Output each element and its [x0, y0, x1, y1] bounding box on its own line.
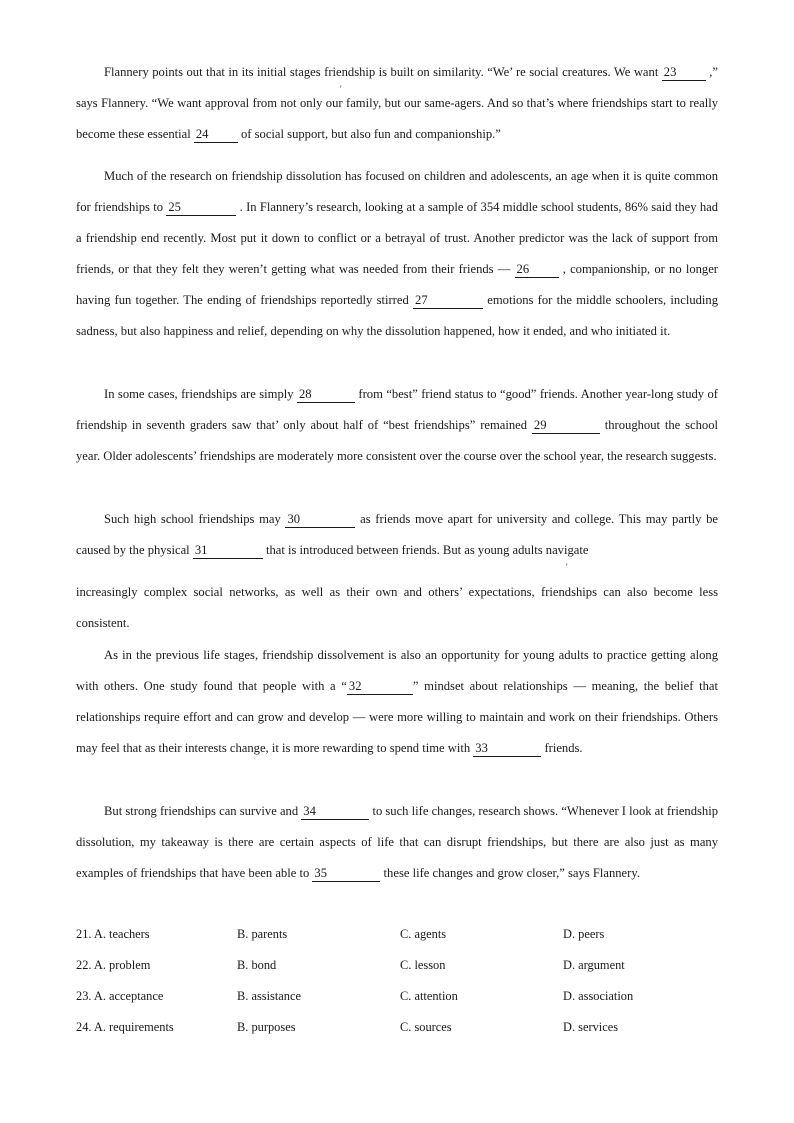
- option-b[interactable]: B. bond: [237, 958, 277, 972]
- option-a[interactable]: 22. A. problem: [76, 958, 151, 972]
- paragraph-1: [76, 57, 718, 150]
- paragraph-text: as young adults navigate: [461, 543, 589, 557]
- paragraph-text: friendship is built on similarity. “We’ re social creatures. We want: [320, 65, 662, 79]
- question-24-options: [76, 1020, 718, 1040]
- option-c[interactable]: C. agents: [400, 927, 447, 941]
- blank-25[interactable]: 25: [166, 199, 236, 216]
- blank-32[interactable]: 32: [347, 678, 413, 695]
- paragraph-text: But strong friendships can survive and: [104, 804, 302, 818]
- blank-23[interactable]: 23: [662, 64, 706, 81]
- stray-mark: ': [566, 562, 568, 572]
- question-23-options: [76, 989, 718, 1009]
- paragraph-text: friends.: [541, 741, 583, 755]
- option-a[interactable]: 21. A. teachers: [76, 927, 150, 941]
- option-a[interactable]: 24. A. requirements: [76, 1020, 174, 1034]
- option-b[interactable]: B. purposes: [237, 1020, 296, 1034]
- paragraph-text: Much of the research on friendship dissolution has focused on children and adolescents, an age when it is quite common for friendships to: [76, 169, 718, 214]
- paragraph-text: of social support, but also fun and companionship.”: [237, 127, 501, 141]
- blank-29[interactable]: 29: [532, 417, 600, 434]
- paragraph-text: , companionship, or no longer having fun together. The ending of friendships reportedly stirred: [76, 262, 718, 307]
- blank-27[interactable]: 27: [413, 292, 483, 309]
- paragraph-text: from “best” friend status to “good” friends. Another year-long study of friendship in seventh graders saw that’ only about half of “best friendships” remained: [76, 387, 719, 432]
- paragraph-text: that is introduced between friends. But: [262, 543, 462, 557]
- blank-33[interactable]: 33: [473, 740, 541, 757]
- option-a[interactable]: 23. A. acceptance: [76, 989, 164, 1003]
- blank-30[interactable]: 30: [285, 511, 355, 528]
- paragraph-text: increasingly complex social networks, as well as their own and others’ expectations, friendships can also become less consistent.: [76, 585, 718, 630]
- blank-31[interactable]: 31: [193, 542, 263, 559]
- blank-24[interactable]: 24: [194, 126, 238, 143]
- option-b[interactable]: B. assistance: [237, 989, 302, 1003]
- blank-26[interactable]: 26: [515, 261, 559, 278]
- blank-28[interactable]: 28: [297, 386, 355, 403]
- paragraph-text: Flannery points out that in its initial stages: [104, 65, 321, 79]
- paragraph-text: ” mindset about relationships — meaning, the belief that relationships require effort and can grow and develop — were more willing to maintain and work on their friendships. Others may feel that as their interests change, it is more rewarding to spend time with: [76, 679, 719, 755]
- paragraph-text: emotions for the middle schoolers, including sadness, but also happiness and relief, depending on why the dissolution happened, how it ended, and who initiated it.: [76, 293, 719, 338]
- option-b[interactable]: B. parents: [237, 927, 288, 941]
- paragraph-2: [76, 161, 718, 347]
- option-d[interactable]: D. association: [563, 989, 634, 1003]
- question-21-options: [76, 927, 718, 947]
- paragraph-4: [76, 504, 718, 566]
- blank-34[interactable]: 34: [301, 803, 369, 820]
- paragraph-5: [76, 640, 718, 764]
- option-d[interactable]: D. peers: [563, 927, 605, 941]
- option-c[interactable]: C. lesson: [400, 958, 446, 972]
- paragraph-6: [76, 796, 718, 889]
- paragraph-text: . In Flannery’s research, looking at a sample of 354 middle school students, 86% said they had a friendship end recently. Most put it down to conflict or a betrayal of trust. Another predictor was the lack of support from friends, or that they felt they weren’t getting what was needed from their friends —: [76, 200, 718, 276]
- paragraph-3: [76, 379, 718, 472]
- paragraph-text: In some cases, friendships are simply: [104, 387, 297, 401]
- paragraph-text: Such high school friendships may: [104, 512, 286, 526]
- option-d[interactable]: D. argument: [563, 958, 625, 972]
- paragraph-text: as friends move apart for university and college. This may partly be caused by the physical: [76, 512, 718, 557]
- paragraph-4-continued: [76, 577, 718, 639]
- option-c[interactable]: C. attention: [400, 989, 458, 1003]
- paragraph-text: these life changes and grow closer,” says Flannery.: [380, 866, 640, 880]
- stray-mark: ': [340, 84, 342, 94]
- paragraph-text: throughout the school year. Older adolescents’ friendships are moderately more consistent over the course over the school year, the research suggests.: [76, 418, 718, 463]
- paragraph-text: As in the previous life stages, friendship dissolvement is also an opportunity for young adults to practice getting along with others. One study found that people with a “: [76, 648, 718, 693]
- question-22-options: [76, 958, 718, 978]
- blank-35[interactable]: 35: [312, 865, 380, 882]
- paragraph-text: to such life changes, research shows. “Whenever I look at friendship dissolution, my takeaway is there are certain aspects of life that can disrupt friendships, but there are also just as many examples of friendships that have been able to: [76, 804, 718, 880]
- paragraph-text: ,” says Flannery. “We want approval from not only our family, but our same-agers. And so that’s where friendships start to really become these essential: [76, 65, 718, 141]
- option-d[interactable]: D. services: [563, 1020, 619, 1034]
- option-c[interactable]: C. sources: [400, 1020, 452, 1034]
